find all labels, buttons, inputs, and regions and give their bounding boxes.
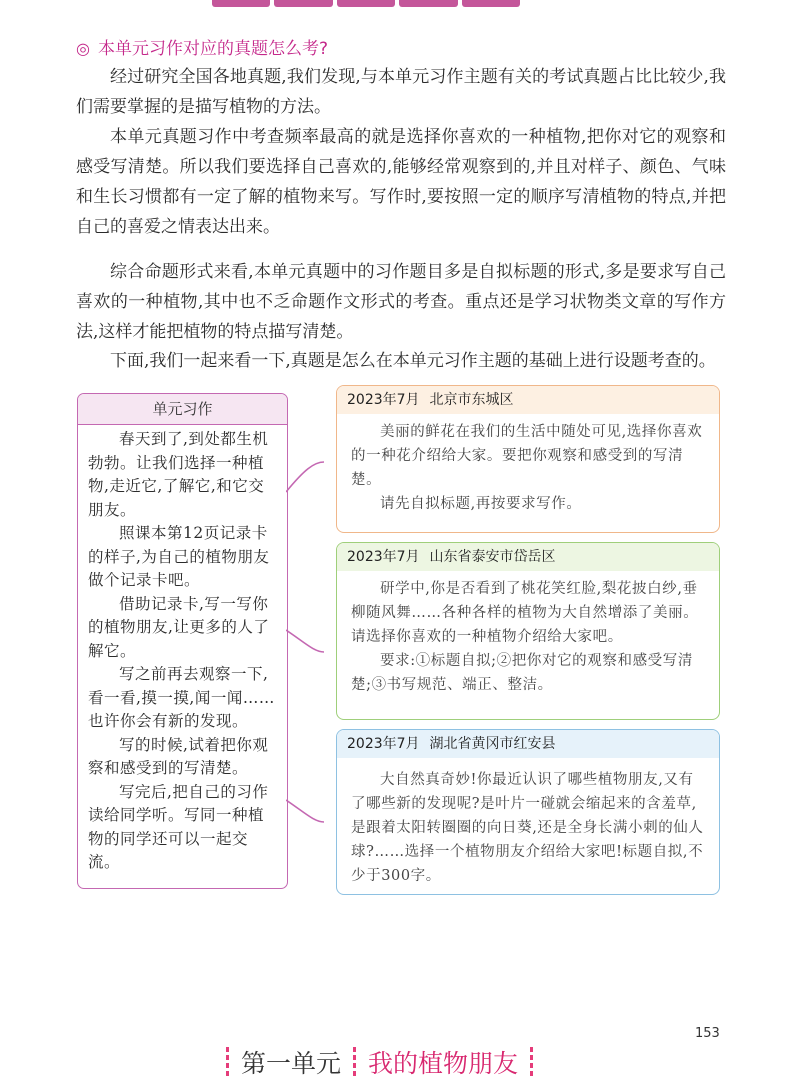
intro-paragraph-3: 综合命题形式来看,本单元真题中的习作题目多是自拟标题的形式,多是要求写自己喜欢的一种植物,其中也不乏命题作文形式的考查。重点还是学习状物类文章的写作方法,这样才能把植物的特点描写清楚。 [76,262,726,342]
unit-writing-title: 单元习作 [78,394,287,425]
exam-body [337,414,719,516]
connector-curve-1 [286,462,324,492]
exam-region: 北京市东城区 [429,392,514,408]
unit-writing-paragraph: 照课本第12页记录卡的样子,为自己的植物朋友做个记录卡吧。 [88,524,270,589]
exam-paragraph: 大自然真奇妙!你最近认识了哪些植物朋友,又有了哪些新的发现呢?是叶片一碰就会缩起来的含羞草,是跟着太阳转圈圈的向日葵,还是全身长满小刺的仙人球?……选择一个植物朋友介绍给大家吧!标题自拟,不少于300字。 [351,772,704,884]
exam-header [337,386,719,414]
unit-writing-body [78,425,287,875]
exam-date: 2023年7月 [347,392,420,408]
exam-region: 山东省泰安市岱岳区 [429,549,556,565]
unit-writing-paragraph: 写完后,把自己的习作读给同学听。写同一种植物的同学还可以一起交流。 [88,782,269,871]
top-decoration-tabs [212,0,520,7]
exam-paragraph: 美丽的鲜花在我们的生活中随处可见,选择你喜欢的一种花介绍给大家。要把你观察和感受到的写清楚。 [351,424,703,488]
unit-writing-paragraph: 借助记录卡,写一写你的植物朋友,让更多的人了解它。 [88,594,270,660]
circle-bullet-icon: ◎ [76,39,90,58]
exam-region: 湖北省黄冈市红安县 [429,736,556,752]
exam-paragraph: 请先自拟标题,再按要求写作。 [380,496,582,512]
footer-dashed-bar [530,1047,533,1077]
exam-box-shandong [336,542,720,720]
unit-writing-box [77,393,288,889]
exam-date: 2023年7月 [347,549,420,565]
page-number: 153 [695,1026,720,1041]
exam-header [337,730,719,758]
exam-box-hubei [336,729,720,895]
exam-box-beijing [336,385,720,533]
intro-paragraph-2: 本单元真题习作中考查频率最高的就是选择你喜欢的一种植物,把你对它的观察和感受写清楚。所以我们要选择自己喜欢的,能够经常观察到的,并且对样子、颜色、气味和生长习惯都有一定了解的植物来写。写作时,要按照一定的顺序写清植物的特点,并把自己的喜爱之情表达出来。 [76,127,726,237]
section-heading-text: 本单元习作对应的真题怎么考? [97,39,328,59]
footer-topic-label: 我的植物朋友 [368,1049,519,1078]
connector-lines [286,440,338,840]
footer-unit-label: 第一单元 [241,1049,342,1078]
unit-writing-paragraph: 写的时候,试着把你观察和感受到的写清楚。 [88,735,269,777]
section-heading [76,34,328,59]
connector-curve-3 [286,800,324,822]
exam-date: 2023年7月 [347,736,420,752]
exam-body [337,758,719,888]
footer-unit-title [226,1044,533,1080]
unit-writing-paragraph: 春天到了,到处都生机勃勃。让我们选择一种植物,走近它,了解它,和它交朋友。 [88,430,269,519]
exam-header [337,543,719,571]
intro-paragraph-4: 下面,我们一起来看一下,真题是怎么在本单元习作主题的基础上进行设题考查的。 [110,351,716,371]
unit-writing-paragraph: 写之前再去观察一下,看一看,摸一摸,闻一闻……也许你会有新的发现。 [88,665,275,730]
exam-paragraph: 要求:①标题自拟;②把你对它的观察和感受写清楚;③书写规范、端正、整洁。 [351,653,693,693]
footer-dashed-bar [226,1047,229,1077]
exam-body [337,571,719,697]
connector-curve-2 [286,630,324,652]
intro-paragraph-1: 经过研究全国各地真题,我们发现,与本单元习作主题有关的考试真题占比比较少,我们需要掌握的是描写植物的方法。 [76,67,726,117]
footer-dashed-bar [353,1047,356,1077]
exam-paragraph: 研学中,你是否看到了桃花笑红脸,梨花披白纱,垂柳随风舞……各种各样的植物为大自然增添了美丽。请选择你喜欢的一种植物介绍给大家吧。 [351,581,699,645]
